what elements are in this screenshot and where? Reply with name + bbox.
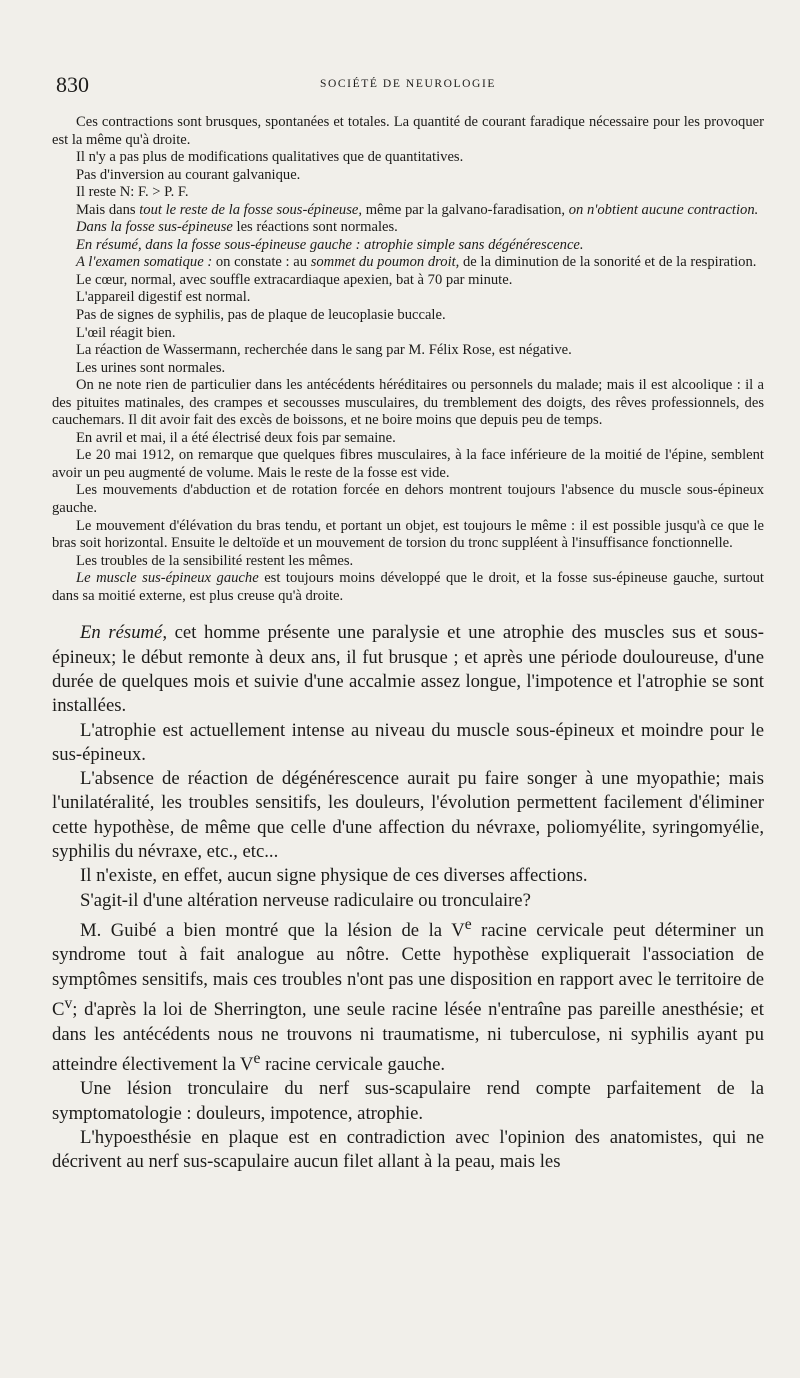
paragraph	[52, 289, 764, 307]
paragraph	[52, 889, 764, 913]
paragraph	[52, 360, 764, 378]
running-head: SOCIÉTÉ DE NEUROLOGIE	[319, 78, 497, 90]
paragraph	[52, 167, 764, 185]
text-run: est toujours moins développé que le droit, et la fosse sus-épineuse gauche, surtout dans sa moitié externe, est plus creuse qu'à droite.	[52, 570, 764, 604]
paragraph	[52, 430, 764, 448]
paragraph	[52, 272, 764, 290]
superscript: v	[64, 995, 73, 1012]
italic-run: on n'obtient aucune contraction.	[568, 201, 759, 218]
text-run: Il n'y a pas plus de modifications qualitatives que de quantitatives.	[76, 149, 464, 166]
text-run: On ne note rien de particulier dans les antécédents héréditaires ou personnels du malade; mais il est alcoolique : il a des pituites matinales, des crampes et secousses musculaires, du tremblement des doigts, des rêves professionnels, des cauchemars. Il dit avoir fait des excès de boissons, et ne boire moins que depuis peu de temps.	[52, 377, 764, 429]
text-run: La réaction de Wassermann, recherchée dans le sang par M. Félix Rose, est négative.	[76, 342, 572, 359]
page-header	[56, 72, 760, 100]
italic-run: En résumé,	[80, 622, 168, 644]
paragraph	[52, 237, 764, 255]
paragraph	[52, 570, 764, 605]
case-report-block	[52, 114, 764, 605]
paragraph	[52, 518, 764, 553]
text-run: on constate : au	[212, 254, 311, 271]
text-run: En avril et mai, il a été électrisé deux fois par semaine.	[76, 429, 396, 446]
text-run: Il reste N: F. > P. F.	[76, 184, 189, 201]
superscript: e	[253, 1049, 261, 1067]
paragraph	[52, 621, 764, 718]
paragraph	[52, 219, 764, 237]
paragraph	[52, 377, 764, 430]
text-run: même par la galvano-faradisation,	[362, 201, 569, 218]
text-run: Il n'existe, en effet, aucun signe physique de ces diverses affections.	[80, 865, 588, 887]
paragraph	[52, 307, 764, 325]
text-run: de la diminution de la sonorité et de la respiration.	[459, 254, 757, 271]
paragraph	[52, 864, 764, 888]
italic-run: A l'examen somatique :	[76, 254, 213, 271]
text-run: cet homme présente une paralysie et une atrophie des muscles sus et sous-épineux; le début remonte à deux ans, il fut brusque ; et après une période douloureuse, d'une durée de quelques mois et suivie d'une accalmie assez longue, l'impotence et l'atrophie se sont installées.	[52, 622, 765, 717]
text-run: L'œil réagit bien.	[76, 324, 176, 341]
paragraph	[52, 1077, 764, 1126]
italic-run: sommet du poumon droit,	[310, 254, 460, 271]
italic-run: tout le reste de la fosse sous-épineuse,	[139, 201, 363, 218]
text-run: L'atrophie est actuellement intense au niveau du muscle sous-épineux et moindre pour le sus-épineux.	[52, 719, 764, 765]
paragraph	[52, 342, 764, 360]
text-run: L'appareil digestif est normal.	[76, 289, 251, 306]
paragraph	[52, 1126, 764, 1175]
paragraph	[52, 254, 764, 272]
italic-run: Dans la fosse sus-épineuse	[76, 219, 233, 236]
paragraph	[52, 114, 764, 149]
paragraph	[52, 202, 764, 220]
text-run: Pas de signes de syphilis, pas de plaque de leucoplasie buccale.	[76, 307, 446, 324]
page-body	[52, 114, 764, 1175]
text-run: Le cœur, normal, avec souffle extracardiaque apexien, bat à 70 par minute.	[76, 271, 513, 288]
superscript: e	[464, 915, 472, 933]
text-run: M. Guibé a bien montré que la lésion de la V	[80, 920, 465, 942]
text-run: Le 20 mai 1912, on remarque que quelques fibres musculaires, à la face inférieure de la moitié de l'épine, semblent avoir un peu augmenté de volume. Mais le reste de la fosse est vide.	[52, 447, 764, 481]
paragraph	[52, 325, 764, 343]
text-run: Pas d'inversion au courant galvanique.	[76, 166, 301, 183]
paragraph	[52, 719, 764, 768]
text-run: S'agit-il d'une altération nerveuse radiculaire ou tronculaire?	[80, 889, 531, 911]
text-run: Les troubles de la sensibilité restent les mêmes.	[76, 552, 354, 569]
paragraph	[52, 184, 764, 202]
text-run: Les mouvements d'abduction et de rotation forcée en dehors montrent toujours l'absence du muscle sous-épineux gauche.	[52, 482, 764, 517]
paragraph	[52, 553, 764, 571]
paragraph	[52, 767, 764, 864]
text-run: Les urines sont normales.	[76, 359, 226, 376]
italic-run: En résumé, dans la fosse sous-épineuse gauche : atrophie simple sans dégénérescence.	[76, 236, 584, 253]
text-run: racine cervicale gauche.	[260, 1054, 446, 1076]
paragraph	[52, 447, 764, 482]
paragraph	[52, 913, 764, 1077]
text-run: L'hypoesthésie en plaque est en contradiction avec l'opinion des anatomistes, qui ne décrivent au nerf sus-scapulaire aucun filet allant à la peau, mais les	[52, 1126, 764, 1173]
text-run: Ces contractions sont brusques, spontanées et totales. La quantité de courant faradique nécessaire pour les provoquer est la même qu'à droite.	[52, 114, 764, 148]
discussion-block	[52, 621, 764, 1174]
text-run: les réactions sont normales.	[232, 219, 398, 236]
text-run: racine cervicale peut déterminer un syndrome tout à fait analogue au nôtre. Cette hypothèse expliquerait l'association de symptômes sensitifs, mais ces troubles n'ont pas une disposition en rapport avec le territoire de C	[52, 920, 764, 1021]
text-run: Une lésion tronculaire du nerf sus-scapulaire rend compte parfaitement de la symptomatologie : douleurs, impotence, atrophie.	[52, 1078, 764, 1124]
text-run: Mais dans	[76, 201, 140, 218]
page-number: 830	[56, 72, 89, 97]
paragraph	[52, 482, 764, 517]
italic-run: Le muscle sus-épineux gauche	[76, 570, 259, 587]
text-run: L'absence de réaction de dégénérescence aurait pu faire songer à une myopathie; mais l'unilatéralité, les troubles sensitifs, les douleurs, l'évolution permettent facilement d'éliminer cette hypothèse, de même que celle d'une affection du névraxe, poliomyélite, syringomyélie, syphilis du névraxe, etc., etc...	[52, 768, 764, 862]
text-run: Le mouvement d'élévation du bras tendu, et portant un objet, est toujours le même : il est possible jusqu'à ce que le bras soit horizontal. Ensuite le deltoïde et un mouvement de torsion du tronc suppléent à l'insuffisance fonctionnelle.	[52, 517, 764, 552]
text-run: ; d'après la loi de Sherrington, une seule racine lésée n'entraîne pas pareille anesthésie; et dans les antécédents nous ne trouvons ni traumatisme, ni tuberculose, ni syphilis ayant pu atteindre électivement la V	[52, 999, 764, 1076]
paragraph	[52, 149, 764, 167]
